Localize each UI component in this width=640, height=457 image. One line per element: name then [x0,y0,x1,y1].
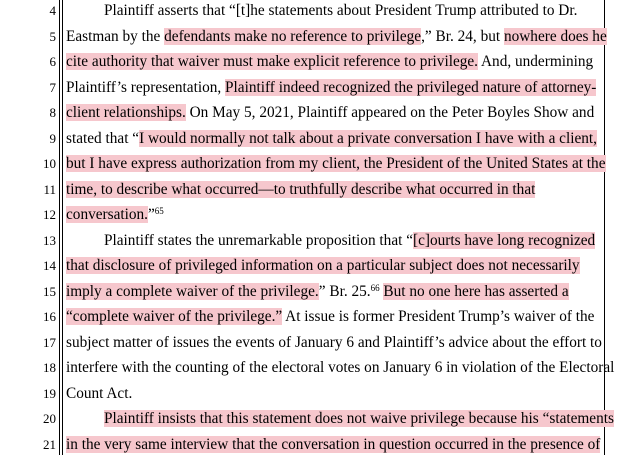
document-line [0,151,640,176]
line-text [66,177,535,202]
line-text [104,228,595,253]
highlighted-text: I would normally not talk about a private conversation I have with a client, [139,129,597,147]
highlighted-text: But no one here has asserted a [383,282,569,300]
line-text [66,279,569,304]
text-segment: Plaintiff’s representation, [66,78,226,96]
document-line [0,100,640,125]
document-line [0,279,640,304]
text-segment: Plaintiff asserts that “[t]he statements about President Trump attributed to Dr. [104,2,578,19]
line-number: 8 [49,105,56,120]
line-text [66,330,602,355]
footnote-reference[interactable]: 65 [154,206,164,216]
highlighted-text: but I have express authorization from my client, the President of the United States at the [66,155,606,172]
line-text [66,24,607,49]
line-number: 20 [43,411,56,426]
document-line [0,0,640,23]
text-segment: subject matter of issues the events of January 6 and Plaintiff’s advice about the effort to [66,333,602,351]
line-number: 18 [43,360,56,375]
text-segment: Count Act. [66,384,133,402]
line-number: 19 [43,385,56,401]
highlighted-text: nowhere does he [503,27,607,45]
line-text [66,304,594,329]
document-line [0,202,640,227]
footnote-reference[interactable]: 66 [370,282,380,293]
text-segment: interfere with the counting of the electoral votes on January 6 in violation of the Electoral [66,359,615,376]
line-number: 10 [43,156,56,171]
line-number: 17 [43,334,56,350]
line-number: 12 [43,207,56,222]
line-number: 7 [49,79,56,95]
text-segment: Eastman by the [66,27,165,45]
text-segment: stated that “ [66,129,140,147]
highlighted-text: “complete waiver of the privilege.” [66,308,283,325]
document-line [0,75,640,100]
highlighted-text: cite authority that waiver must make explicit reference to privilege. [66,53,479,70]
line-number: 21 [43,436,56,452]
line-text [66,202,164,227]
text-segment: ,” Br. 24, but [421,27,504,45]
line-text [104,406,614,431]
line-number: 9 [49,130,56,146]
text-segment: Plaintiff states the unremarkable proposition that “ [104,231,413,249]
document-line [0,355,640,380]
line-text [66,100,594,125]
line-number: 13 [43,232,56,248]
line-number: 15 [43,283,56,299]
highlighted-text: [c]ourts have long recognized [412,231,596,249]
line-number: 5 [49,28,56,44]
line-text [66,151,606,176]
line-number: 16 [43,309,56,324]
document-line [0,228,640,253]
line-text [104,0,577,23]
highlighted-text: imply a complete waiver of the privilege. [66,282,319,300]
document-line [0,432,640,457]
line-text [66,381,132,406]
highlighted-text: Plaintiff indeed recognized the privileged nature of attorney- [225,78,597,96]
document-line [0,126,640,151]
text-segment: ” Br. 25. [318,282,371,300]
document-line [0,330,640,355]
line-text [66,49,593,74]
text-segment: At issue is former President Trump’s waiver of the [282,308,595,325]
line-text [66,253,580,278]
line-text [66,432,600,457]
document-line [0,177,640,202]
line-number: 6 [49,54,56,69]
highlighted-text: that disclosure of privileged information on a particular subject does not necessarily [66,257,580,274]
document-line [0,406,640,431]
highlighted-text: time, to describe what occurred—to truthfully describe what occurred in that [66,180,536,198]
line-text [66,75,596,100]
highlighted-text: conversation. [66,206,148,223]
line-number: 14 [43,258,56,273]
line-number: 4 [49,3,56,18]
line-text [66,126,597,151]
document-line [0,381,640,406]
document-line [0,304,640,329]
line-number: 11 [43,181,56,197]
text-segment: And, undermining [478,53,594,70]
highlighted-text: client relationships. [66,104,186,121]
document-line [0,24,640,49]
highlighted-text: Plaintiff insists that this statement does not waive privilege because his “statements [104,410,614,427]
document-line [0,49,640,74]
text-segment: ” [147,206,155,223]
highlighted-text: defendants make no reference to privilege [164,27,422,45]
text-segment: On May 5, 2021, Plaintiff appeared on the Peter Boyles Show and [185,104,595,121]
document-line [0,253,640,278]
highlighted-text: in the very same interview that the conversation in question occurred in the presence of [66,435,601,453]
line-text [66,355,614,380]
